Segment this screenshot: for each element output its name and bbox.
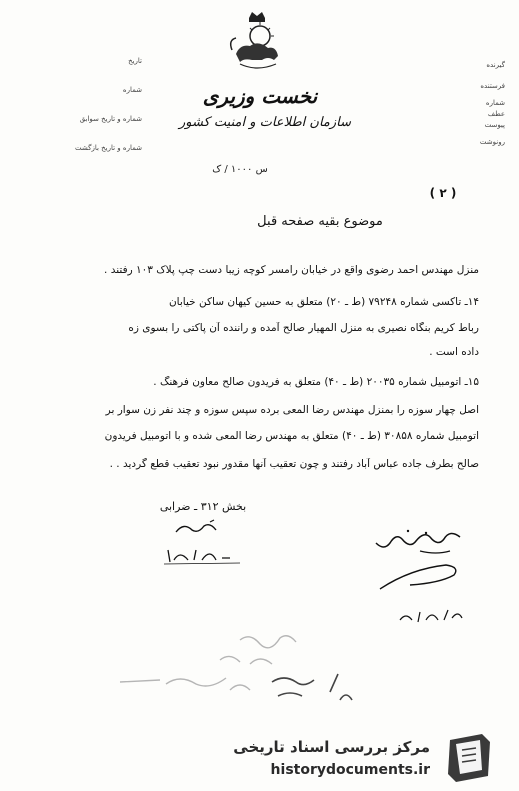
office-title: نخست وزیری: [202, 84, 318, 108]
sender-label: فرستنده: [480, 82, 505, 90]
archive-logo-icon: [438, 730, 500, 786]
body-line: اتومبیل شماره ۳۰۸۵۸ (ط ـ ۴۰) متعلق به مهندس رضا المعی شده و با اتومبیل فریدون: [104, 430, 479, 442]
handwritten-date-left: [160, 546, 250, 566]
recipient-label: گیرنده: [486, 61, 505, 69]
signature-icon: [350, 525, 470, 595]
reference-label-right: عطف: [487, 110, 505, 118]
document-number: س ۱۰۰۰ / ک: [212, 164, 268, 175]
attachment-label: شماره و تاریخ سوابق: [79, 115, 142, 123]
body-line: رباط کریم بنگاه نصیری به منزل المهیار صالح آمده و راننده آن پاکتی را بسوی زه: [128, 322, 479, 334]
sender-section: بخش ۳۱۲ ـ ضرابی: [159, 500, 247, 513]
body-line: منزل مهندس احمد رضوی واقع در خیابان رامسر کوچه زیبا دست چپ پلاک ۱۰۳ رفتند .: [104, 264, 479, 276]
watermark-url: historydocuments.ir: [270, 762, 430, 778]
page-number: ( ۲ ): [429, 186, 457, 200]
faded-handwritten-notes: [100, 630, 380, 720]
body-line: داده است .: [429, 346, 479, 358]
organization-name: سازمان اطلاعات و امنیت کشور: [178, 115, 352, 130]
watermark-name: مرکز بررسی اسناد تاریخی: [233, 738, 430, 756]
attachment-label-right: پیوست: [484, 121, 505, 129]
reference-label: شماره و تاریخ بازگشت: [75, 144, 142, 152]
handwritten-initial: [170, 518, 230, 538]
body-line: ۱۴ـ تاکسی شماره ۷۹۲۴۸ (ط ـ ۲۰) متعلق به حسین کیهان ساکن خیابان: [168, 296, 479, 308]
header-right-fields: [415, 60, 505, 148]
body-line: اصل چهار سوزه را بمنزل مهندس رضا المعی برده سپس سوزه و چند نفر زن سوار بر: [105, 404, 479, 416]
header-left-fields: [22, 56, 142, 154]
lion-and-sun-emblem-icon: [222, 10, 292, 74]
number-label: شماره: [122, 86, 142, 94]
archive-watermark: [230, 730, 510, 785]
copy-label: رونوشت: [479, 138, 505, 146]
date-label: تاریخ: [128, 57, 142, 65]
body-line: صالح بطرف جاده عباس آباد رفتند و چون تعقیب آنها مقدور نبود تعقیب قطع گردید . .: [109, 458, 479, 470]
subject-line: موضوع بقیه صفحه قبل: [257, 214, 383, 229]
number-label-right: شماره: [485, 99, 505, 107]
signature-date: [390, 600, 470, 630]
body-line: ۱۵ـ اتومبیل شماره ۲۰۰۳۵ (ط ـ ۴۰) متعلق به فریدون صالح معاون فرهنگ .: [153, 376, 479, 388]
